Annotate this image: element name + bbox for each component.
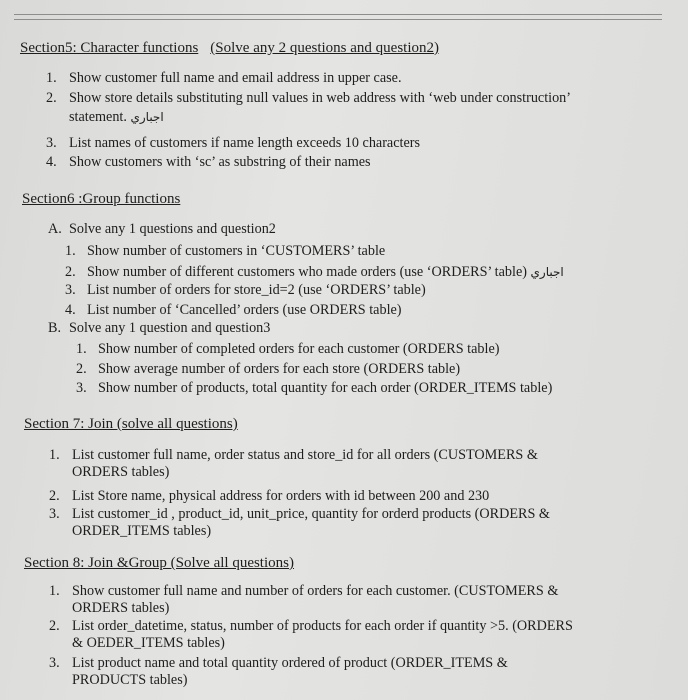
- section6-partA-item-2: 2. Show number of different customers who made orders (use ‘ORDERS’ table) اجباري: [65, 264, 564, 280]
- section5-item-1: 1. Show customer full name and email address in upper case.: [46, 70, 402, 86]
- section6-partA: A. Solve any 1 questions and question2: [48, 221, 276, 237]
- section5-title: Section5: Character functions: [20, 40, 199, 56]
- section6-partB-item-1: 1. Show number of completed orders for each customer (ORDERS table): [76, 341, 500, 357]
- section5-item-4: 4. Show customers with ‘sc’ as substring of their names: [46, 154, 371, 170]
- section5-item-2: 2. Show store details substituting null values in web address with ‘web under construction’ statement. اجباري: [46, 90, 572, 125]
- section6-partA-item-3: 3. List number of orders for store_id=2 (use ‘ORDERS’ table): [65, 282, 426, 298]
- section6-heading: Section6 :Group functions: [22, 191, 181, 207]
- section6-partA-item-4: 4. List number of ‘Cancelled’ orders (use ORDERS table): [65, 302, 402, 318]
- section6-partA-item-1: 1. Show number of customers in ‘CUSTOMERS’ table: [65, 243, 386, 259]
- section6-partB-item-2: 2. Show average number of orders for each store (ORDERS table): [76, 361, 461, 377]
- section5-item-3: 3. List names of customers if name length exceeds 10 characters: [46, 135, 421, 151]
- top-rule: [14, 14, 662, 15]
- mandatory-mark: اجباري: [530, 265, 564, 279]
- mandatory-mark: اجباري: [130, 110, 164, 124]
- section5-heading: [20, 40, 439, 57]
- section8-heading: Section 8: Join &Group (Solve all questions): [24, 555, 294, 571]
- section7-item-1: 1. List customer full name, order status and store_id for all orders (CUSTOMERS & ORDERS tables): [49, 447, 538, 480]
- section7-item-3: 3. List customer_id , product_id, unit_price, quantity for orderd products (ORDERS & ORDER_ITEMS tables): [49, 506, 550, 539]
- section8-item-2: 2. List order_datetime, status, number of products for each order if quantity >5. (ORDERS & OEDER_ITEMS tables): [49, 618, 573, 651]
- section5-hint: (Solve any 2 questions and question2): [210, 40, 440, 56]
- section8-item-1: 1. Show customer full name and number of orders for each customer. (CUSTOMERS & ORDERS tables): [49, 583, 559, 616]
- section7-heading: Section 7: Join (solve all questions): [24, 416, 238, 432]
- section7-item-2: 2. List Store name, physical address for orders with id between 200 and 230: [49, 488, 490, 504]
- section8-item-3: 3. List product name and total quantity ordered of product (ORDER_ITEMS & PRODUCTS tables): [49, 655, 508, 688]
- section6-partB: B. Solve any 1 question and question3: [48, 320, 271, 336]
- top-rule-secondary: [14, 19, 662, 20]
- section6-partB-item-3: 3. Show number of products, total quantity for each order (ORDER_ITEMS table): [76, 380, 553, 396]
